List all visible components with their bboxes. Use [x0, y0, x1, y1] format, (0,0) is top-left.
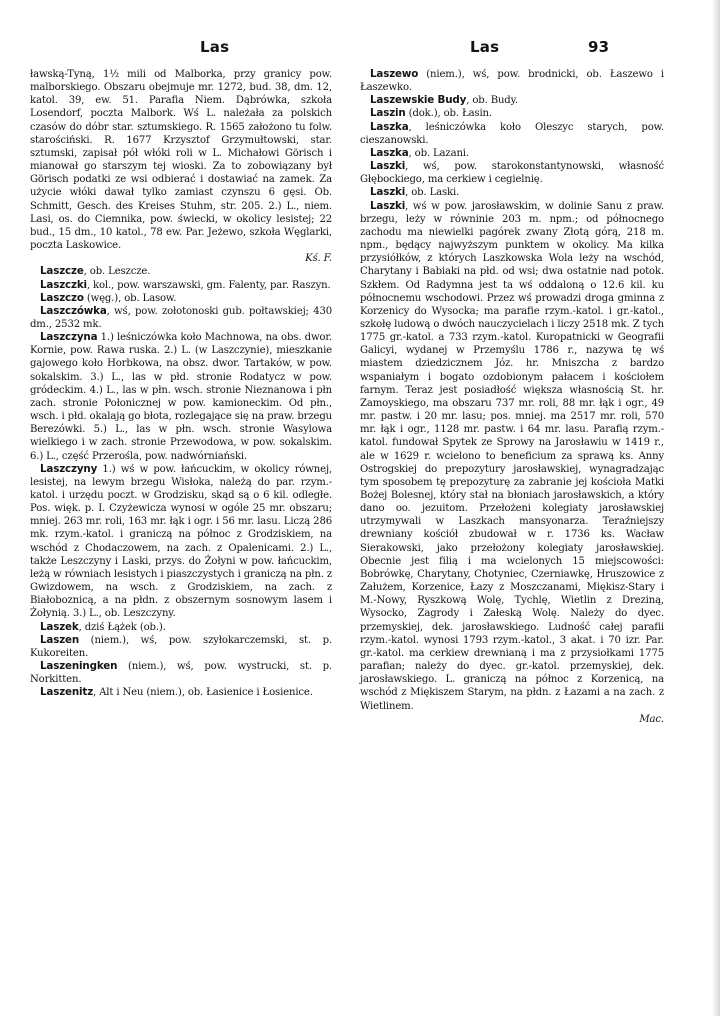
dictionary-entry: [30, 279, 332, 292]
dictionary-entry: [30, 463, 332, 621]
dictionary-entry: [360, 121, 664, 147]
entry-headword: Laszeningken: [40, 660, 118, 673]
entry-body: , ob. Budy.: [466, 95, 518, 107]
dictionary-entry: [30, 686, 332, 699]
entry-body: (dok.), ob. Łasin.: [405, 108, 492, 120]
dictionary-entry: [30, 305, 332, 331]
right-running-header: Las: [470, 38, 500, 56]
dictionary-entry: [30, 660, 332, 686]
entry-body: , kol., pow. warszawski, gm. Falenty, par. Raszyn.: [86, 279, 331, 291]
entry-headword: Laszenitz: [40, 686, 94, 699]
page-number: 93: [588, 38, 610, 56]
left-running-header: Las: [200, 38, 230, 56]
entry-headword: Laszczyny: [40, 462, 98, 475]
author-signature: Kś. F.: [305, 253, 332, 265]
dictionary-entry: [360, 186, 664, 199]
entry-headword: Laszin: [370, 107, 406, 120]
entry-headword: Laszki: [370, 186, 406, 199]
dictionary-entry: [360, 94, 664, 107]
entry-headword: Laszewskie Budy: [370, 94, 467, 107]
entry-body: , dziś Łążek (ob.).: [78, 621, 166, 633]
page-edge-shadow: [712, 0, 720, 1016]
entry-body: , ob. Lazani.: [408, 147, 469, 159]
entry-headword: Laszewo: [370, 68, 419, 80]
dictionary-entry: [360, 68, 664, 94]
entry-headword: Laszki: [370, 199, 406, 212]
entry-body: (niem.), wś, pow. brodnicki, ob. Łaszewo i Łaszewko.: [360, 69, 664, 94]
entry-body: 1.) leśniczówka koło Machnowa, na obs. dwor. Kornie, pow. Rawa ruska. 2.) L. (w Laszczynie), mieszkanie gajowego koło Horbkowa, na obsz. dwor. Tartaków, w pow. sokalskim. 3.) L., las w płd. stronie Rodatycz w pow. gródeckim. 4.) L., las w płn. wsch. stronie Nieznanowa i płn zach. stronie Połonicznej w pow. kamioneckim. Od płn., wsch. i płd. okalają go błota, rozlegające się na praw. brzegu Berezówki. 5.) L., las w płn. wsch. stronie Wasylowa wielkiego i w zach. stronie Przewodowa, w pow. sokalskim. 6.) L., część Przerośla, pow. nadwórniański.: [30, 332, 332, 462]
author-signature: Mac.: [639, 713, 664, 725]
entry-body: , leśniczówka koło Oleszyc starych, pow. cieszanowski.: [360, 121, 664, 146]
continued-entry-text: ławską-Tyną, 1½ mili od Malborka, przy granicy pow. malborskiego. Obszaru obejmuje mr. 1272, bud. 38, dm. 12, katol. 39, ew. 51. Parafia Niem. Dąbrówka, szkoła Losendorf, poczta Malbork. Wś L. należała za polskich czasów do dóbr star. sztumskiego. R. 1565 założono tu folw. starościński. R. 1677 Krzysztof Grzymułtowski, star. sztumski, zapisał pół włóki roli w L. Michałowi Görisch i mianował go starszym tej wioski. Za to zobowiązany był Görisch podatki ze wsi odbierać i dostawiać na zamek. Za użycie włóki dawał tylko zamiast czynszu 6 gęsi. Ob. Schmitt, Gesch. des Kreises Stuhm, str. 205. 2.) L., niem. Lasi, os. do Ciemnika, pow. świecki, w okolicy lesistej; 22 bud., 15 dm., 10 katol., 78 ew. Par. Jeżewo, szkoła Węglarki, poczta Laskowice.: [30, 69, 332, 252]
entry-headword: Laszczki: [40, 278, 87, 291]
entry-body: (niem.), wś, pow. wystrucki, st. p. Norkitten.: [30, 661, 332, 686]
entry-headword: Laszek: [40, 620, 79, 633]
entry-headword: Laszczyna: [40, 331, 98, 344]
entry-body: , ob. Laski.: [405, 187, 460, 199]
dictionary-entry: [30, 621, 332, 634]
dictionary-entry: [360, 107, 664, 120]
entry-headword: Laszka: [370, 120, 409, 133]
entry-headword: Laszcze: [40, 265, 84, 278]
entry-body: (niem.), wś, pow. szyłokarczemski, st. p. Kukoreiten.: [30, 634, 332, 659]
entry-body: , ob. Leszcze.: [83, 266, 151, 278]
entry-body: , wś w pow. jarosławskim, w dolinie Sanu z praw. brzegu, leży w równinie 203 m. npm.; od północnego zachodu ma niewielki pagórek zwany Złotą górą, 218 m. npm., będący najwyższym punktem w okolicy. Ma kilka przysiółków, z których Laszkowska Wola leży na wschód, Charytany i Babiaki na płd. od wsi; dwa ostatnie nad potok. Szkłem. Od Radymna jest ta wś oddaloną o 12.6 kil. ku północnemu wschodowi. Przez wś prowadzi droga gminna z Korzenicy do Wysocka; ma parafie rzym.-katol. i gr.-katol., szkołę ludową o dwóch nauczycielach i liczy 2518 mk. Z tych 1775 gr.-katol. a 733 rzym.-katol. Kuropatnicki w Geografii Galicyi, wydanej w Przemyślu 1786 r., nazywa tę wś miastem dziedzicznem Józ. hr. Mniszcha z bardzo wspaniałym i bogato ozdobionym pałacem i kościołem farnym. Teraz jest posiadłość większa własnością St. hr. Zamoyskiego, ma obszaru 737 mr. roli, 88 mr. łąk i ogr., 49 mr. pastw. i 20 mr. lasu; pos. mniej. ma 2517 mr. roli, 570 mr. łąk i ogr., 1128 mr. pastw. i 64 mr. lasu. Parafią rzym.-katol. fundował Spytek ze Sprowy na Jarosławiu w 1419 r., ale w 1629 r. wcielono to beneficium za sprawą ks. Anny Ostrogskiej do prepozytury jarosławskiej, wynagradzając tym sposobem tę prepozyturę za zabranie jej kościoła Matki Bożej Bolesnej, który stał na błoniach jarosławskich, a który dano oo. jezuitom. Przełożeni kolegiaty jarosławskiej utrzymywali w Laszkach mansyonarza. Teraźniejszy drewniany kościół zbudował w r. 1736 ks. Wacław Sierakowski, jako przełożony kolegiaty jarosławskiej. Obecnie jest filią i ma wcielonych 15 miejscowości: Bobrówkę, Charytany, Chotyniec, Czerniawkę, Hruszowice z Załużem, Korzenice, Łazy z Moszczanami, Miękisz-Stary i M.-Nowy, Ryszkową Wolę, Tychlę, Wietlin z Dreziną, Wysocko, Zagrody i Załeską Wolę. Należy do dyec. przemyskiej, dek. jarosławskiego. Ludność całej parafii rzym.-katol. wynosi 1793 rzym.-katol., 3 akat. i 70 izr. Par. gr.-katol. ma cerkiew drewnianą i ma z przysiołkami 1775 parafian; należy do dyec. gr.-katol. przemyskiej, dek. jarosławskiego. L. graniczą na północ z Korzenicą, na wschód z Miękiszem Starym, na płdn. z Łazami a na zach. z Wietlinem.: [360, 200, 664, 712]
entry-headword: Laszki: [370, 160, 406, 173]
entry-headword: Laszczówka: [40, 304, 107, 317]
entry-body: (węg.), ob. Lasow.: [83, 292, 177, 304]
dictionary-entry: [30, 634, 332, 660]
right-text-column: [360, 68, 664, 726]
dictionary-entry: [360, 160, 664, 186]
entry-body: , wś, pow. zołotonoski gub. połtawskiej; 430 dm., 2532 mk.: [30, 305, 332, 330]
entry-body: , Alt i Neu (niem.), ob. Łasienice i Łosienice.: [93, 687, 313, 699]
entry-body: 1.) wś w pow. łańcuckim, w okolicy równej, lesistej, na lewym brzegu Wisłoka, należą do par. rzym.-katol. i urzędu poczt. w Grodzisku, skąd są o 6 kil. odległe. Pos. więk. p. I. Czyżewicza wynosi w ogóle 25 mr. obszaru; mniej. 263 mr. roli, 163 mr. łąk i ogr. i 56 mr. lasu. Liczą 286 mk. rzym.-katol. i graniczą na północ z Grodziskiem, na wschód z Chodaczowem, na zach. z Opalenicami. 2.) L., także Leszczyny i Laski, przys. do Żołyni w pow. łańcuckim, leżą w równiach lesistych i piaszczystych i graniczą na płn. z Gwizdowem, na wsch. z Grodziskiem, na zach. z Białoboznicą, a na płdn. z obszernym sosnowym lasem i Żołynią. 3.) L., ob. Leszczyny.: [30, 463, 332, 620]
dictionary-entry: [30, 331, 332, 463]
entry-headword: Laszczo: [40, 291, 84, 304]
entry-headword: Laszka: [370, 146, 409, 159]
left-text-column: [30, 68, 332, 700]
entry-headword: Laszen: [40, 633, 80, 646]
dictionary-entry: [30, 265, 332, 278]
dictionary-entry: [360, 147, 664, 160]
entry-body: , wś, pow. starokonstantynowski, własność Głębockiego, ma cerkiew i cegielnię.: [360, 161, 664, 186]
dictionary-entry: [30, 292, 332, 305]
dictionary-entry: [360, 200, 664, 713]
